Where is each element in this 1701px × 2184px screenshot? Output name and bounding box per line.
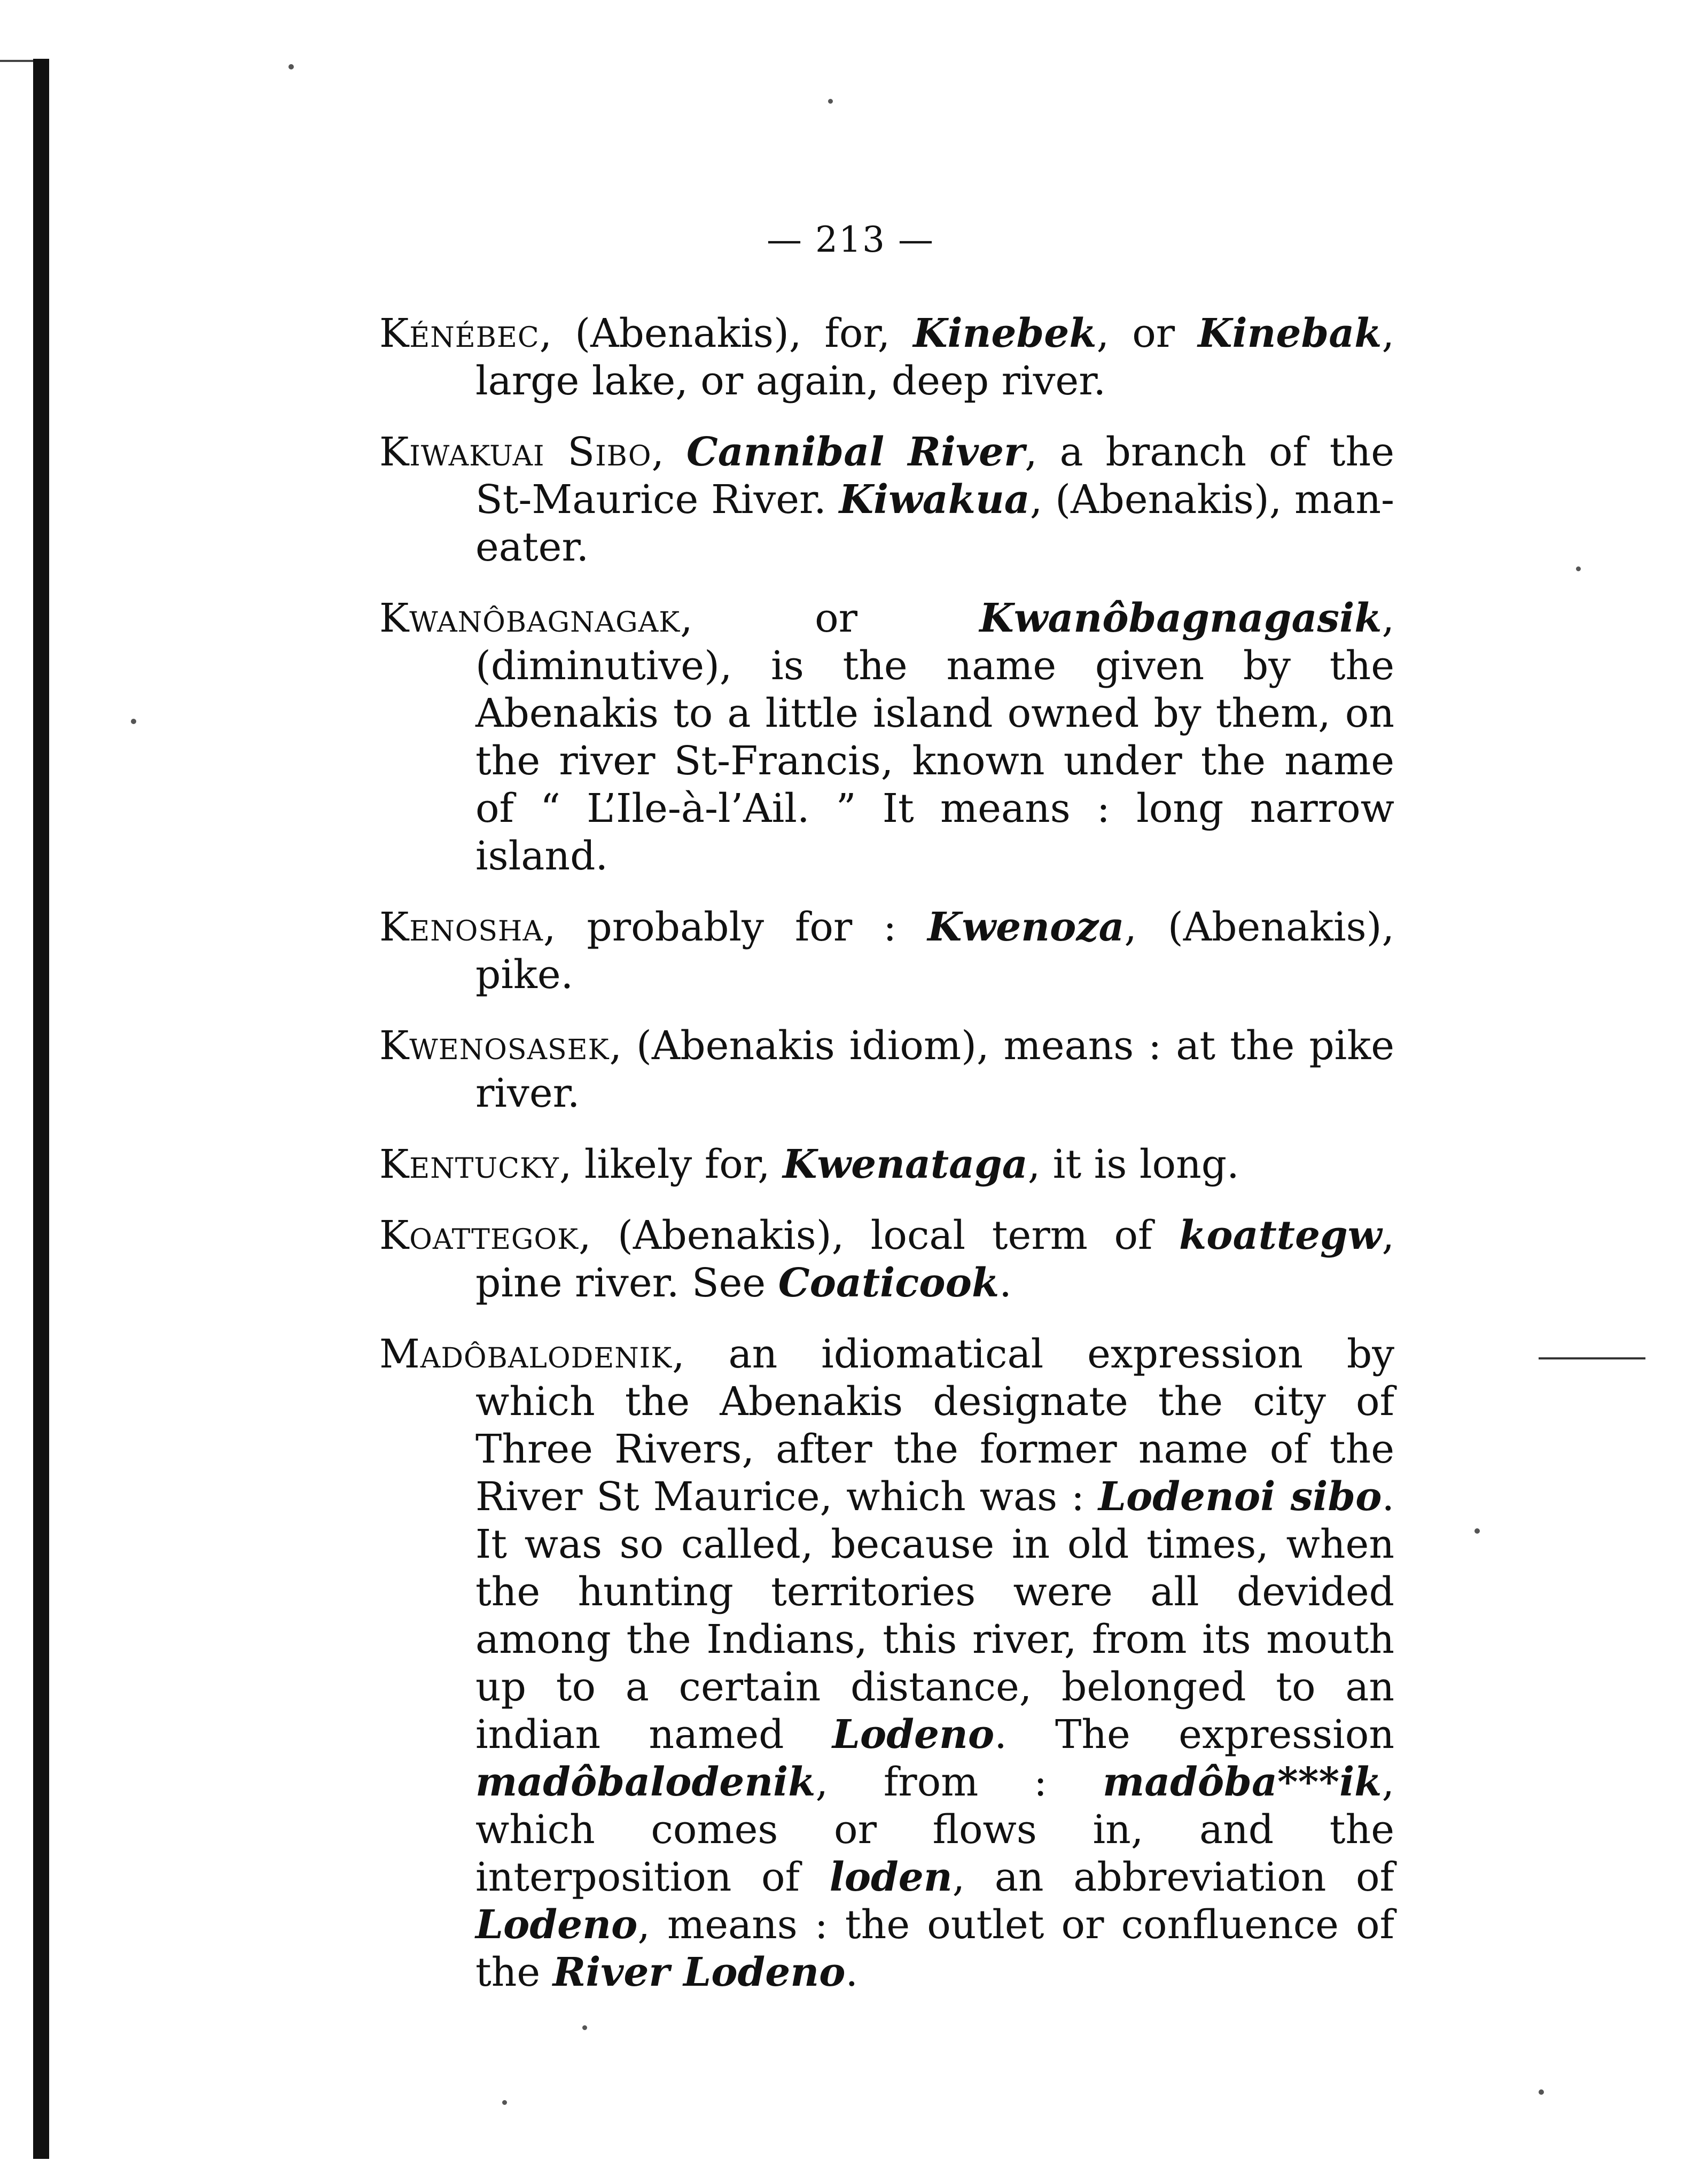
- scan-speck: [1539, 2089, 1544, 2095]
- entry-koattegok: Koattegok, (Abenakis), local term of koattegw, pine river. See Coaticook.: [379, 1213, 1394, 1306]
- headword: Kentucky: [379, 1141, 559, 1187]
- headword: Kénébec: [379, 310, 540, 356]
- headword: Kiwakuai Sibo: [379, 429, 652, 475]
- entry-kenebec: Kénébec, (Abenakis), for, Kinebek, or Kinebak, large lake, or again, deep river.: [379, 310, 1394, 404]
- margin-rule: [1539, 1357, 1645, 1359]
- headword: Kwenosasek: [379, 1023, 610, 1069]
- scan-speck: [1474, 1528, 1480, 1534]
- entry-kenosha: Kenosha, probably for : Kwenoza, (Abenakis), pike.: [379, 904, 1394, 998]
- entry-kwenosasek: Kwenosasek, (Abenakis idiom), means : at the pike river.: [379, 1023, 1394, 1116]
- scan-speck: [828, 99, 833, 104]
- headword: Kenosha: [379, 904, 543, 950]
- dictionary-entries: [379, 310, 1394, 2020]
- binding-tick: [0, 60, 33, 62]
- headword: Koattegok: [379, 1213, 579, 1258]
- scan-speck: [502, 2100, 507, 2105]
- headword: Madôbalodenik: [379, 1331, 673, 1377]
- entry-madobalodenik: Madôbalodenik, an idiomatical expression by which the Abenakis designate the city of Three Rivers, after the former name of the River St Maurice, which was : Lodenoi sibo. It was so called, because in old times, when the hunting territories were all devided among the Indians, this river, from its mouth up to a certain distance, belonged to an indian named Lodeno. The expression madôbalodenik, from : madôba***ik, which comes or flows in, and the interposition of loden, an abbreviation of Lodeno, means : the outlet or confluence of the River Lodeno.: [379, 1331, 1394, 1995]
- entry-kentucky: Kentucky, likely for, Kwenataga, it is long.: [379, 1141, 1239, 1187]
- scan-speck: [1576, 566, 1581, 571]
- entry-kwanobagnagak: Kwanôbagnagak, or Kwanôbagnagasik, (diminutive), is the name given by the Abenakis to a little island owned by them, on the river St-Francis, known under the name of “ L’Ile-à-l’Ail. ” It means : long narrow island.: [379, 595, 1394, 879]
- entry-kiwakuai-sibo: Kiwakuai Sibo, Cannibal River, a branch of the St-Maurice River. Kiwakua, (Abenakis), man-eater.: [379, 429, 1394, 570]
- scan-speck: [582, 2025, 587, 2030]
- binding-edge: [33, 59, 49, 2159]
- scan-speck: [131, 719, 136, 724]
- page-number: — 213 —: [767, 219, 934, 260]
- scan-speck: [288, 64, 294, 69]
- headword: Kwanôbagnagak: [379, 595, 681, 641]
